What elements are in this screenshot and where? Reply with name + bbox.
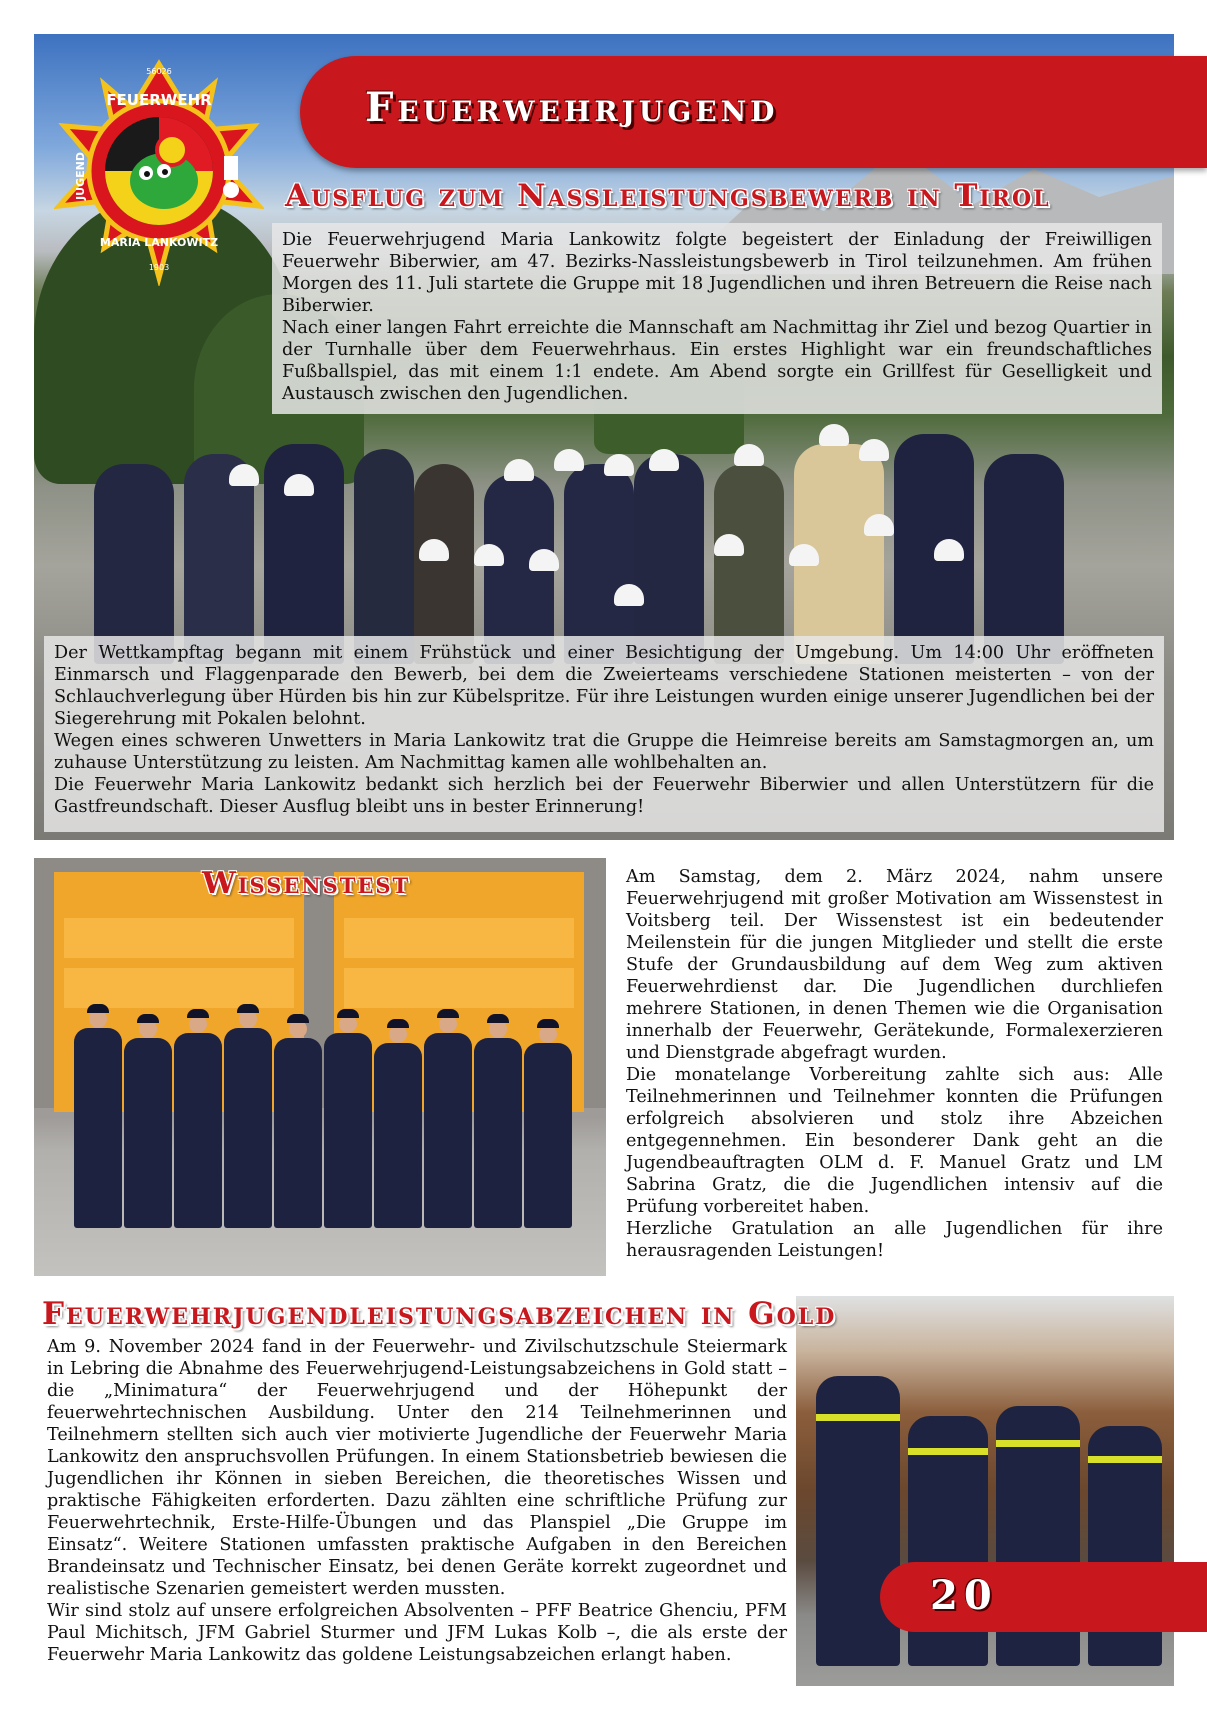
section-heading-gold: Feuerwehrjugendleistungsabzeichen in Gold xyxy=(42,1296,837,1332)
logo-top-text: FEUERWEHR xyxy=(106,91,212,109)
wissenstest-paragraph-2: Die monatelange Vorbereitung zahlte sich aus: Alle Teilnehmerinnen und Teilnehmer konnten die Prüfungen erfolgreich absolvieren und stolz ihre Abzeichen entgegennehmen. Ein besonderer Dank geht an die Jugendbeauftragten OLM d. F. Manuel Gratz und LM Sabrina Gratz, die die Jugendlichen intensiv auf die Prüfung vorbereitet haben. xyxy=(626,1065,1163,1217)
ausflug-paragraph-5: Die Feuerwehr Maria Lankowitz bedankt sich herzlich bei der Feuerwehr Biberwier und allen Unterstützern für die Gastfreundschaft. Dieser Ausflug bleibt uns in bester Erinnerung! xyxy=(54,775,1154,817)
gold-paragraph-1: Am 9. November 2024 fand in der Feuerwehr- und Zivilschutzschule Steiermark in Lebring die Abnahme des Feuerwehrjugend-Leistungsabzeichens in Gold statt – die „Minimatura“ der Feuerwehrjugend und der Höhepunkt der feuerwehrtechnischen Ausbildung. Unter den 214 Teilnehmerinnen und Teilnehmern stellten sich auch vier motivierte Jugendliche der Feuerwehr Maria Lankowitz den anspruchsvollen Prüfungen. In einem Stationsbetrieb bewiesen die Jugendlichen ihr Können in sieben Bereichen, die theoretisches Wissen und praktische Fähigkeiten erforderten. Dazu zählten eine schriftliche Prüfung zur Feuerwehrtechnik, Erste-Hilfe-Übungen und das Planspiel „Die Gruppe im Einsatz“. Weitere Stationen umfassten praktische Aufgaben in den Bereichen Brandeinsatz und Technischer Einsatz, bei denen Geräte korrekt zugeordnet und realistische Szenarien gemeistert werden mussten. xyxy=(47,1337,787,1599)
page-title: Feuerwehrjugend xyxy=(365,84,779,131)
wissenstest-group-photo xyxy=(34,858,606,1276)
section-heading-ausflug: Ausflug zum Nassleistungsbewerb in Tirol xyxy=(285,178,1051,214)
wissenstest-text xyxy=(626,866,1163,1262)
logo-year: 1903 xyxy=(148,263,170,272)
section-heading-wissenstest: Wissenstest xyxy=(202,866,411,901)
ausflug-paragraph-2: Nach einer langen Fahrt erreichte die Mannschaft am Nachmittag ihr Ziel und bezog Quartier in der Turnhalle über dem Feuerwehrhaus. Ein erstes Highlight war ein freundschaftliches Fußballspiel, das mit einem 1:1 endete. Am Abend sorgte ein Grillfest für Geselligkeit und Austausch zwischen den Jugendlichen. xyxy=(282,318,1152,404)
ausflug-paragraph-4: Wegen eines schweren Unwetters in Maria Lankowitz trat die Gruppe die Heimreise bereits am Samstagmorgen an, um zuhause Unterstützung zu leisten. Am Nachmittag kamen alle wohlbehalten an. xyxy=(54,731,1154,773)
logo-bottom-text: MARIA LANKOWITZ xyxy=(99,236,219,249)
feuerwehrjugend-logo xyxy=(54,56,264,286)
ausflug-paragraph-3: Der Wettkampftag begann mit einem Frühstück und einer Besichtigung der Umgebung. Um 14:00 Uhr eröffneten Einmarsch und Flaggenparade den Bewerb, bei dem die Zweierteams verschiedene Stationen meisterten – von der Schlauchverlegung über Hürden bis hin zur Kübelspritze. Für ihre Leistungen wurden einige unserer Jugendlichen bei der Siegerehrung mit Pokalen belohnt. xyxy=(54,643,1154,729)
ausflug-text-box-2 xyxy=(44,636,1164,832)
gold-text xyxy=(47,1336,787,1666)
page-number: 20 xyxy=(930,1572,998,1619)
ausflug-paragraph-1: Die Feuerwehrjugend Maria Lankowitz folgte begeistert der Einladung der Freiwilligen Feuerwehr Biberwier, am 47. Bezirks-Nassleistungsbewerb in Tirol teilzunehmen. Am frühen Morgen des 11. Juli startete die Gruppe mit 18 Jugendlichen und ihren Betreuern die Reise nach Biberwier. xyxy=(282,230,1152,316)
gold-paragraph-2: Wir sind stolz auf unsere erfolgreichen Absolventen – PFF Beatrice Ghenciu, PFM Paul Michitsch, JFM Gabriel Sturmer und JFM Lukas Kolb –, die als erste der Feuerwehr Maria Lankowitz das goldene Leistungsabzeichen erlangt haben. xyxy=(47,1601,787,1665)
wissenstest-paragraph-3: Herzliche Gratulation an alle Jugendlichen für ihre herausragenden Leistungen! xyxy=(626,1219,1163,1261)
logo-number: 56026 xyxy=(146,67,172,76)
wissenstest-paragraph-1: Am Samstag, dem 2. März 2024, nahm unsere Feuerwehrjugend mit großer Motivation am Wissenstest in Voitsberg teil. Der Wissenstest ist ein bedeutender Meilenstein für die jungen Mitglieder und stellt die erste Stufe der Grundausbildung auf dem Weg zum aktiven Feuerwehrdienst dar. Die Jugendlichen durchliefen mehrere Stationen, in denen Themen wie die Organisation innerhalb der Feuerwehr, Gerätekunde, Formalexerzieren und Dienstgrade abgefragt wurden. xyxy=(626,867,1163,1063)
ausflug-text-box-1 xyxy=(272,223,1162,414)
logo-left-text: JUGEND xyxy=(74,152,87,200)
